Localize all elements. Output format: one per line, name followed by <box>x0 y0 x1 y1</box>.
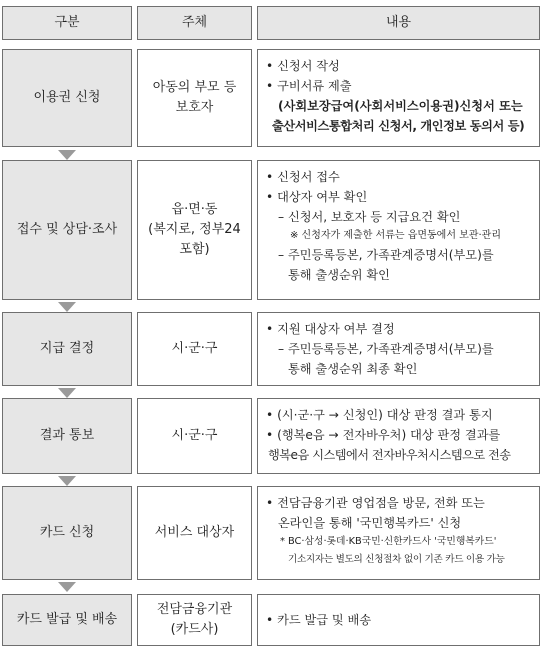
actor-line: 보호자 <box>175 100 214 115</box>
header-content-label: 내용 <box>385 15 412 30</box>
actor-cell-2 <box>137 160 252 300</box>
content-note: * BC·삼성·롯데·KB국민·신한카드사 '국민행복카드' <box>280 536 497 547</box>
actor-cell-1 <box>137 49 252 147</box>
actor-line: 시·군·구 <box>171 341 218 356</box>
stage-cell-3 <box>2 312 132 386</box>
content-line: 온라인을 통해 '국민행복카드' 신청 <box>278 516 462 530</box>
actor-line: 시·군·구 <box>171 428 218 443</box>
content-line: 출산서비스통합처리 신청서, 개인정보 동의서 등) <box>272 119 525 133</box>
header-actor <box>137 6 252 40</box>
stage-cell-6 <box>2 594 132 646</box>
actor-line: 전담금융기관 <box>156 602 233 617</box>
stage-cell-4 <box>2 398 132 474</box>
content-line: 통해 출생순위 확인 <box>288 268 390 282</box>
content-line: – 신청서, 보호자 등 지급요건 확인 <box>278 210 461 224</box>
stage-label: 카드 신청 <box>39 525 95 540</box>
stage-label: 카드 발급 및 배송 <box>16 612 118 627</box>
flow-arrow-icon <box>58 302 76 312</box>
content-cell-6 <box>257 594 540 646</box>
stage-cell-5 <box>2 486 132 580</box>
actor-line: (카드사) <box>170 622 219 637</box>
stage-label: 이용권 신청 <box>33 90 101 105</box>
content-cell-1 <box>257 49 540 147</box>
stage-label: 지급 결정 <box>39 341 95 356</box>
header-actor-label: 주체 <box>181 15 208 30</box>
flow-arrow-icon <box>58 150 76 160</box>
content-line: • (행복e음 → 전자바우처) 대상 판정 결과를 <box>266 428 501 442</box>
header-content <box>257 6 540 40</box>
stage-cell-1 <box>2 49 132 147</box>
content-cell-4 <box>257 398 540 474</box>
flow-arrow-icon <box>58 582 76 592</box>
content-line: • 카드 발급 및 배송 <box>266 613 372 627</box>
actor-cell-3 <box>137 312 252 386</box>
actor-cell-5 <box>137 486 252 580</box>
content-line: • 신청서 접수 <box>266 170 340 184</box>
content-line: – 주민등록등본, 가족관계증명서(부모)를 <box>278 248 494 262</box>
actor-cell-6 <box>137 594 252 646</box>
actor-line: 읍·면·동 <box>171 202 218 217</box>
actor-cell-4 <box>137 398 252 474</box>
actor-line: 아동의 부모 등 <box>152 80 237 95</box>
actor-line: 서비스 대상자 <box>154 525 235 540</box>
content-line: 행복e음 시스템에서 전자바우처시스템으로 전송 <box>268 448 511 462</box>
content-cell-5 <box>257 486 540 580</box>
content-line: • 구비서류 제출 <box>266 79 352 93</box>
content-line: • 지원 대상자 여부 결정 <box>266 322 395 336</box>
content-cell-3 <box>257 312 540 386</box>
content-note: 기소지자는 별도의 신청절차 없이 기존 카드 이용 가능 <box>288 554 505 565</box>
content-line: • 전담금융기관 영업점을 방문, 전화 또는 <box>266 496 485 510</box>
content-line: • (시·군·구 → 신청인) 대상 판정 결과 통지 <box>266 408 493 422</box>
actor-line: (복지로, 정부24 <box>148 222 241 237</box>
stage-label: 접수 및 상담·조사 <box>16 222 118 237</box>
content-line: – 주민등록등본, 가족관계증명서(부모)를 <box>278 342 494 356</box>
flow-arrow-icon <box>58 388 76 398</box>
content-line: 통해 출생순위 최종 확인 <box>288 362 418 376</box>
header-stage <box>2 6 132 40</box>
stage-cell-2 <box>2 160 132 300</box>
content-line: • 신청서 작성 <box>266 59 340 73</box>
flow-arrow-icon <box>58 476 76 486</box>
content-line: • 대상자 여부 확인 <box>266 190 368 204</box>
header-stage-label: 구분 <box>54 15 80 30</box>
actor-line: 포함) <box>179 242 210 257</box>
content-note: ※ 신청자가 제출한 서류는 읍면동에서 보관·관리 <box>290 230 501 241</box>
stage-label: 결과 통보 <box>39 428 95 443</box>
content-line: (사회보장급여(사회서비스이용권)신청서 또는 <box>278 99 523 113</box>
content-cell-2 <box>257 160 540 300</box>
